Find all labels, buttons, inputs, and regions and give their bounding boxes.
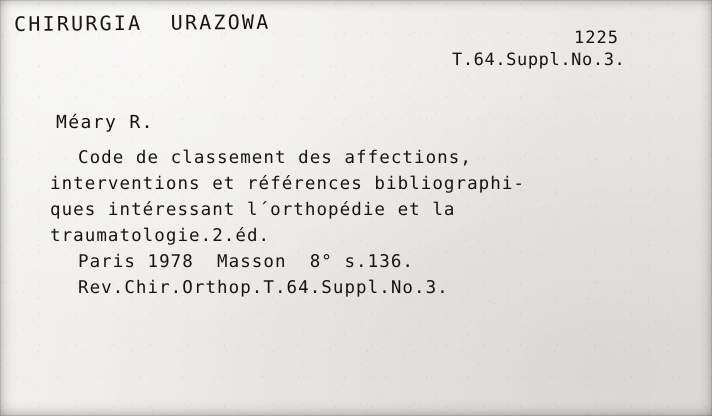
- title-line-3: ques intéressant l´orthopédie et la: [50, 200, 456, 220]
- call-number: 1225: [574, 28, 619, 48]
- subject-heading: CHIRURGIA URAZOWA: [14, 9, 271, 36]
- series-note-line: Rev.Chir.Orthop.T.64.Suppl.No.3.: [78, 278, 449, 298]
- call-number-source: T.64.Suppl.No.3.: [452, 50, 626, 70]
- title-line-1: Code de classement des affections,: [78, 148, 472, 168]
- title-line-2: interventions et références bibliographi-: [50, 174, 526, 194]
- author-name: Méary R.: [56, 112, 154, 133]
- imprint-line: Paris 1978 Masson 8° s.136.: [78, 252, 414, 272]
- title-line-4: traumatologie.2.éd.: [50, 226, 271, 246]
